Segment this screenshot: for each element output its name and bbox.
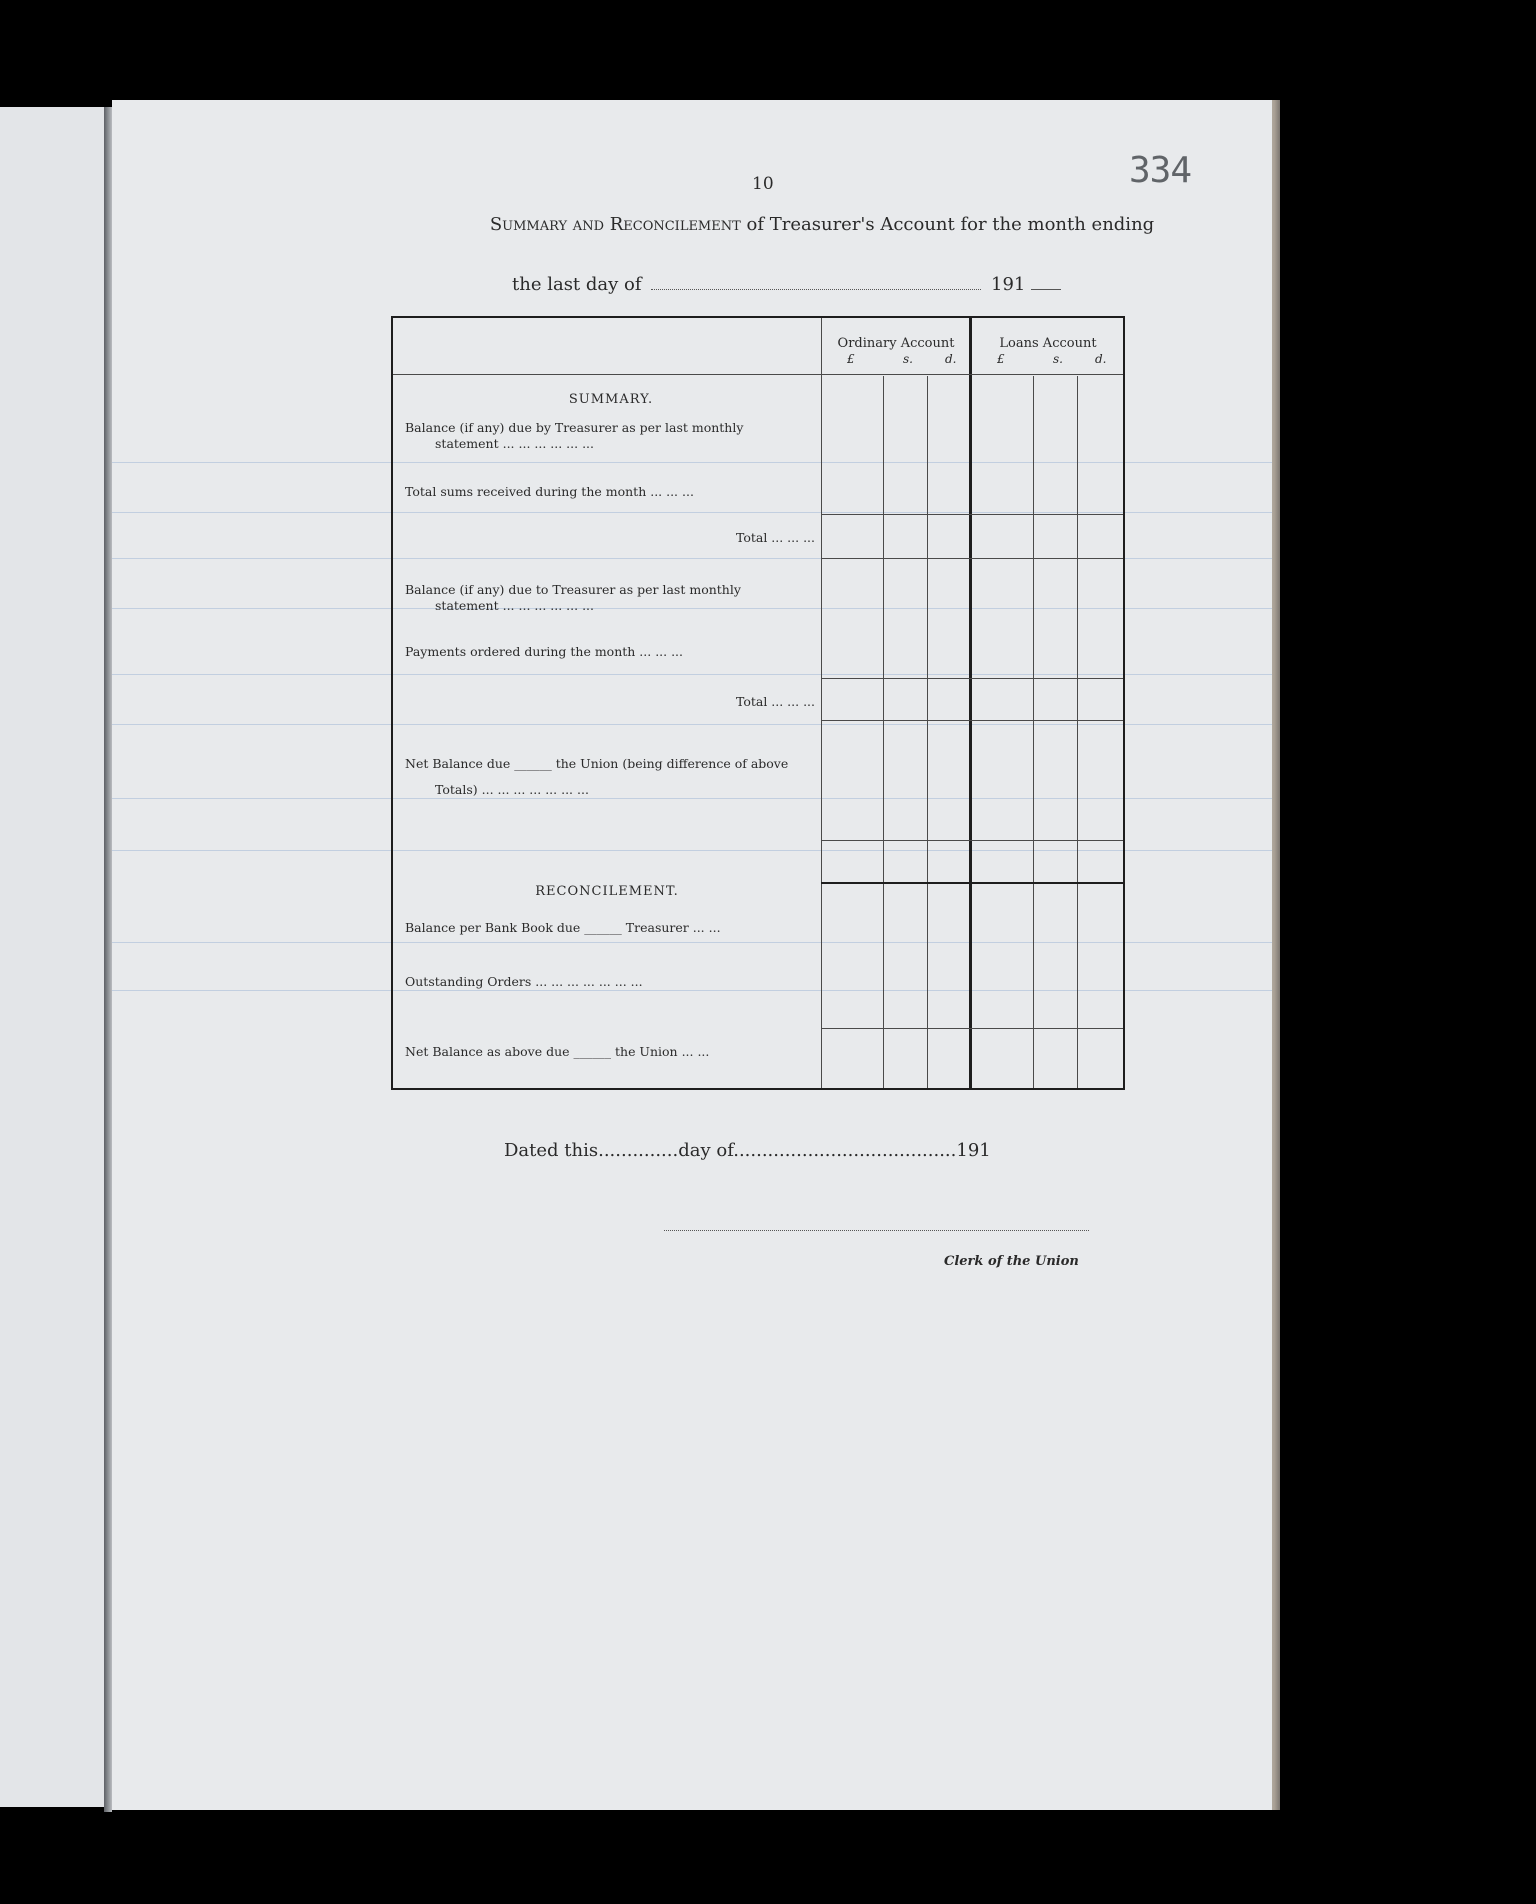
summary-title: SUMMARY.: [568, 392, 654, 407]
shillings-pence-divider: [1077, 376, 1078, 1088]
left-page: [0, 107, 108, 1807]
dated-line: Dated this..............day of.......................................191: [504, 1140, 991, 1161]
balance-rule: [821, 1028, 1123, 1029]
pounds-shillings-divider: [883, 376, 884, 1088]
payments-ordered: Payments ordered during the month ... ... ...: [405, 644, 684, 659]
page-heading: [412, 214, 1232, 235]
shillings-pence-divider: [927, 376, 928, 1088]
section-rule: [821, 882, 1123, 884]
year-prefix: 191: [991, 274, 1026, 295]
total-rule: [821, 558, 1123, 559]
total-row: Total ... ... ...: [735, 530, 815, 545]
pounds-shillings-divider: [1033, 376, 1034, 1088]
stamped-folio-number: 334: [1129, 150, 1192, 191]
ledger-page: [112, 100, 1272, 1810]
row-text: Balance (if any) due to Treasurer as per last monthly: [405, 582, 741, 597]
loans-account-header: Loans Account: [999, 336, 1097, 351]
row-text: Balance (if any) due by Treasurer as per last monthly: [405, 420, 744, 435]
heading-small-caps: Summary and Reconcilement: [489, 214, 741, 235]
heading-rest: of Treasurer's Account for the month ending: [740, 214, 1155, 235]
pence-unit: d.: [945, 352, 957, 366]
last-day-line: [512, 274, 1061, 295]
total-rule: [821, 514, 1123, 515]
pounds-unit: £: [847, 352, 855, 366]
year-blank[interactable]: [1031, 287, 1061, 290]
total-rule: [821, 720, 1123, 721]
balance-rule: [821, 840, 1123, 841]
signature-line[interactable]: [664, 1230, 1089, 1231]
last-day-label: the last day of: [512, 274, 642, 295]
total-sums-received: Total sums received during the month ... ... ...: [405, 484, 694, 499]
total-rule: [821, 678, 1123, 679]
net-balance-as-above: Net Balance as above due ______ the Union ... ...: [405, 1044, 710, 1059]
balance-due-to-treasurer: [405, 582, 815, 614]
ordinary-account-header: Ordinary Account: [837, 336, 955, 351]
row-text-continued: statement ... ... ... ... ... ...: [435, 598, 594, 613]
shillings-unit: s.: [1053, 352, 1063, 366]
month-blank[interactable]: [651, 287, 981, 290]
reconcilement-title: RECONCILEMENT.: [535, 884, 679, 899]
row-text-continued: statement ... ... ... ... ... ...: [435, 436, 594, 451]
balance-per-bank-book: Balance per Bank Book due ______ Treasurer ... ...: [405, 920, 721, 935]
row-text-continued: Totals) ... ... ... ... ... ... ...: [435, 782, 589, 797]
account-form-table: [391, 316, 1125, 1090]
net-balance-due: [405, 756, 815, 798]
header-rule: [393, 374, 1123, 375]
account-divider: [969, 318, 972, 1088]
row-text: Net Balance due ______ the Union (being difference of above: [405, 756, 789, 771]
shillings-unit: s.: [903, 352, 913, 366]
total-row: Total ... ... ...: [735, 694, 815, 709]
book-gutter: [104, 107, 112, 1812]
clerk-signature-label: Clerk of the Union: [944, 1254, 1079, 1269]
outstanding-orders: Outstanding Orders ... ... ... ... ... ... ...: [405, 974, 643, 989]
pounds-unit: £: [997, 352, 1005, 366]
label-column-divider: [821, 318, 822, 1088]
pence-unit: d.: [1095, 352, 1107, 366]
page-number: 10: [752, 174, 774, 194]
balance-due-by-treasurer: [405, 420, 815, 452]
